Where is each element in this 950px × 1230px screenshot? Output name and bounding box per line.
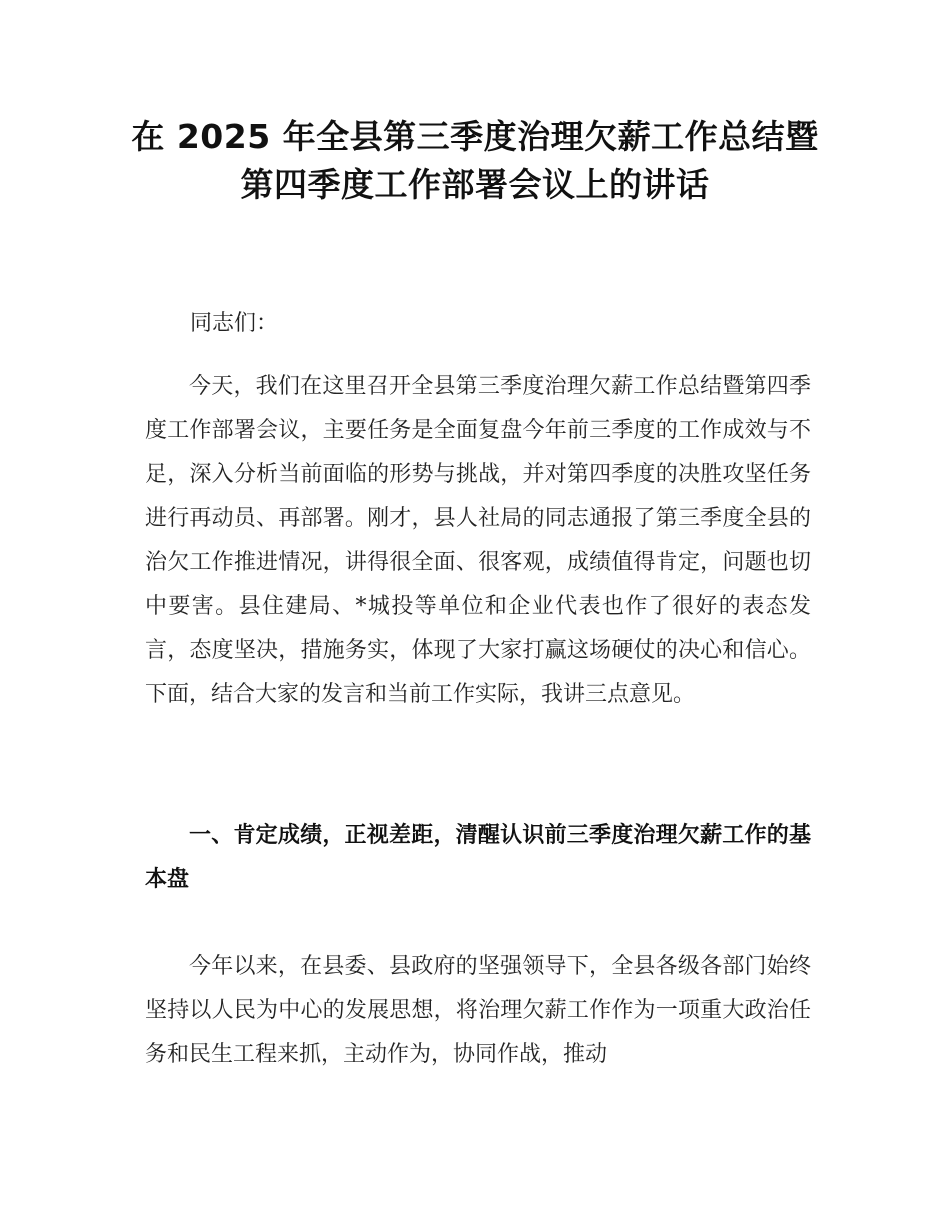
paragraph-opening: 今天，我们在这里召开全县第三季度治理欠薪工作总结暨第四季度工作部署会议，主要任务是全面复盘今年前三季度的工作成效与不足，深入分析当前面临的形势与挑战，并对第四季度的决胜攻坚任务进行再动员、再部署。刚才，县人社局的同志通报了第三季度全县的治欠工作推进情况，讲得很全面、很客观，成绩值得肯定，问题也切中要害。县住建局、*城投等单位和企业代表也作了很好的表态发言，态度坚决，措施务实，体现了大家打赢这场硬仗的决心和信心。下面，结合大家的发言和当前工作实际，我讲三点意见。 [145, 374, 811, 707]
section-heading-1: 一、肯定成绩，正视差距，清醒认识前三季度治理欠薪工作的基本盘 [145, 823, 811, 892]
greeting: 同志们： [190, 311, 279, 336]
paragraph-section-1: 今年以来，在县委、县政府的坚强领导下，全县各级各部门始终坚持以人民为中心的发展思想，将治理欠薪工作作为一项重大政治任务和民生工程来抓，主动作为，协同作战，推动 [145, 954, 811, 1067]
title-line-1: 在 2025 年全县第三季度治理欠薪工作总结暨 [131, 117, 819, 156]
title-line-2: 第四季度工作部署会议上的讲话 [240, 165, 710, 204]
document-title [0, 113, 950, 209]
